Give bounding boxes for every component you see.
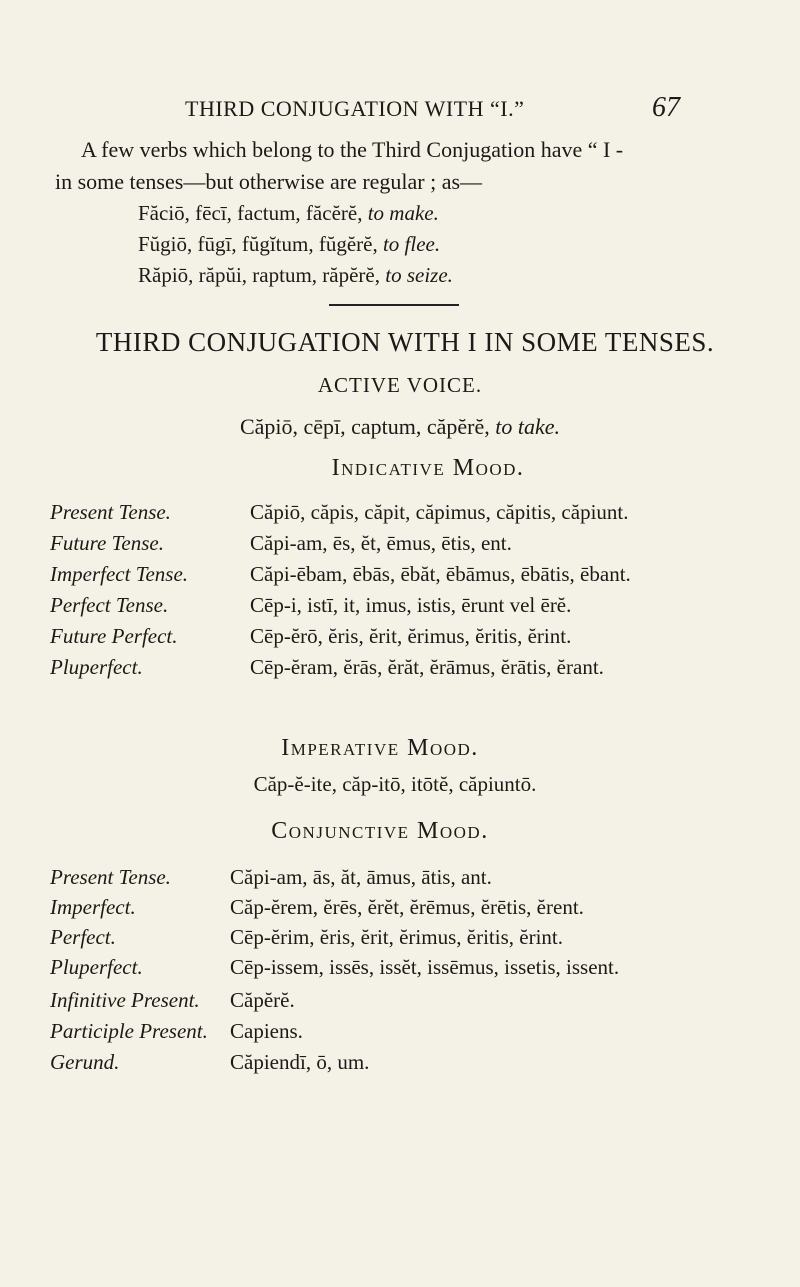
tense-row [50, 497, 631, 528]
section-divider [329, 304, 459, 306]
conjunctive-heading: Conjunctive Mood. [271, 818, 489, 844]
tense-forms: Căpi-ēbam, ēbās, ēbăt, ēbāmus, ēbātis, ēbant. [250, 562, 631, 586]
example-verbs [138, 198, 453, 291]
tense-label: Perfect Tense. [50, 593, 169, 617]
tense-forms: Cēp-ĕrim, ĕris, ĕrit, ĕrimus, ĕritis, ĕrint. [230, 925, 563, 949]
form-row [50, 1047, 369, 1078]
form-row [50, 1016, 369, 1047]
verb-forms: Răpiō, răpŭi, raptum, răpĕrĕ, [138, 263, 380, 287]
tense-row [50, 892, 619, 922]
verb-meaning: to seize. [385, 263, 453, 287]
page-number: 67 [652, 92, 680, 123]
intro-line: A few verbs which belong to the Third Conjugation have “ I - [81, 137, 624, 162]
tense-label: Pluperfect. [50, 955, 143, 979]
example-verb [138, 260, 453, 291]
tense-label: Future Perfect. [50, 624, 178, 648]
indicative-table [50, 497, 631, 683]
imperative-forms: Căp-ĕ-ite, căp-itō, itōtĕ, căpiuntō. [253, 772, 537, 796]
form-value: Capiens. [230, 1019, 303, 1043]
verb-forms: Fŭgiō, fūgī, fŭgĭtum, fŭgĕrĕ, [138, 232, 378, 256]
intro-line: in some tenses—but otherwise are regular ; as— [55, 169, 483, 194]
form-row [50, 985, 369, 1016]
voice-heading: ACTIVE VOICE. [317, 373, 483, 397]
section-title: THIRD CONJUGATION WITH I IN SOME TENSES. [95, 327, 715, 357]
conjunctive-table [50, 862, 619, 982]
tense-forms: Căpiō, căpis, căpit, căpimus, căpitis, căpiunt. [250, 500, 629, 524]
tense-forms: Căpi-am, ās, ăt, āmus, ātis, ant. [230, 865, 492, 889]
tense-forms: Căp-ĕrem, ĕrēs, ĕrĕt, ĕrēmus, ĕrētis, ĕrent. [230, 895, 584, 919]
tense-label: Imperfect. [50, 895, 136, 919]
tense-label: Present Tense. [50, 500, 171, 524]
tense-row [50, 922, 619, 952]
tense-forms: Cēp-ĕrō, ĕris, ĕrit, ĕrimus, ĕritis, ĕrint. [250, 624, 572, 648]
tense-row [50, 559, 631, 590]
form-label: Infinitive Present. [50, 988, 200, 1012]
verb-meaning: to flee. [382, 232, 441, 256]
tense-row [50, 590, 631, 621]
tense-row [50, 621, 631, 652]
tense-label: Future Tense. [50, 531, 164, 555]
running-title: THIRD CONJUGATION WITH “I.” [185, 96, 525, 121]
tense-label: Imperfect Tense. [50, 562, 189, 586]
principal-meaning: to take. [495, 414, 561, 439]
example-verb [138, 229, 453, 260]
tense-row [50, 652, 631, 683]
tense-label: Perfect. [50, 925, 116, 949]
tense-forms: Cēp-issem, issēs, issĕt, issēmus, issetis, issent. [230, 955, 620, 979]
nonfinite-forms [50, 985, 369, 1078]
example-verb [138, 198, 453, 229]
form-value: Căpĕrĕ. [230, 988, 295, 1012]
principal-parts [0, 414, 800, 440]
verb-meaning: to make. [367, 201, 439, 225]
form-value: Căpiendī, ō, um. [230, 1050, 370, 1074]
verb-forms: Făciō, fēcī, factum, făcĕrĕ, [138, 201, 363, 225]
tense-row [50, 528, 631, 559]
tense-label: Pluperfect. [50, 655, 143, 679]
tense-row [50, 862, 619, 892]
tense-forms: Cēp-ĕram, ĕrās, ĕrăt, ĕrāmus, ĕrātis, ĕrant. [250, 655, 604, 679]
indicative-heading: Indicative Mood. [331, 455, 525, 481]
imperative-heading: Imperative Mood. [281, 735, 479, 761]
intro-paragraph [55, 134, 715, 198]
form-label: Participle Present. [50, 1019, 208, 1043]
tense-forms: Căpi-am, ēs, ĕt, ēmus, ētis, ent. [250, 531, 512, 555]
form-label: Gerund. [50, 1050, 120, 1074]
tense-row [50, 952, 619, 982]
tense-forms: Cēp-i, istī, it, imus, istis, ērunt vel ērĕ. [250, 593, 572, 617]
principal-forms: Căpiō, cēpī, captum, căpĕrĕ, [239, 414, 490, 439]
tense-label: Present Tense. [50, 865, 171, 889]
